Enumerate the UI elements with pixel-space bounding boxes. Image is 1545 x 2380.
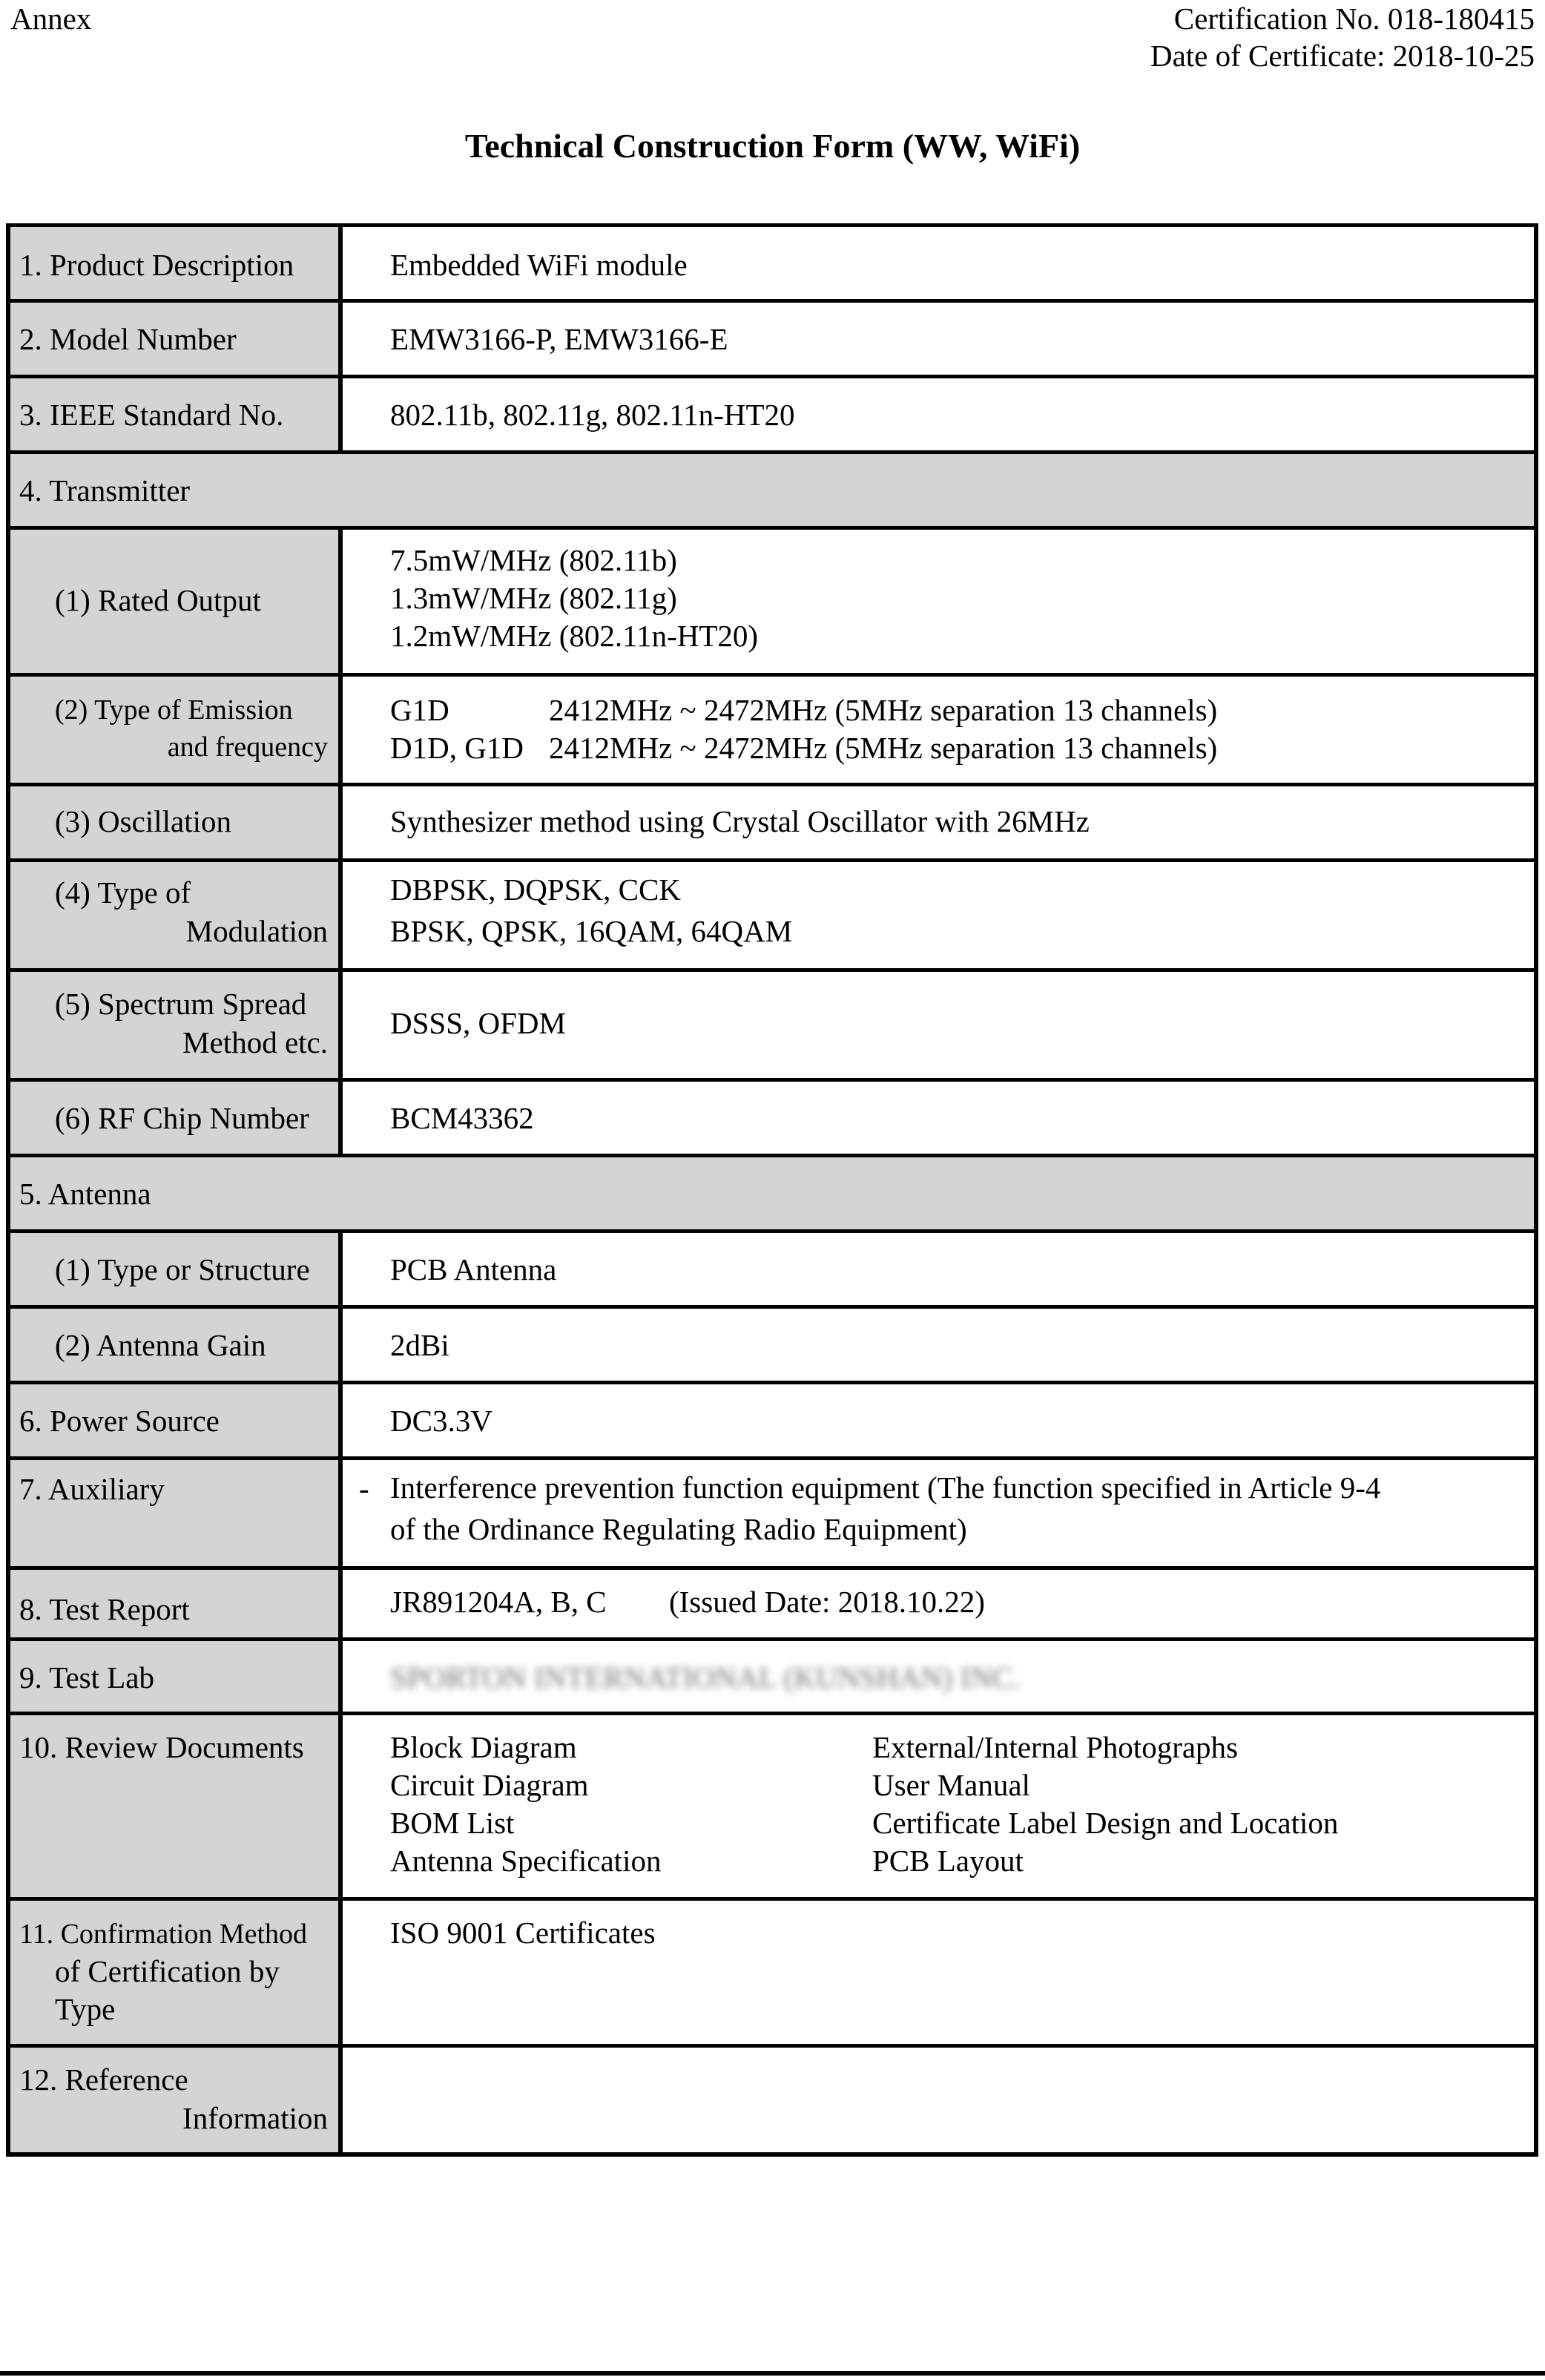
certificate-date: Date of Certificate: 2018-10-25 xyxy=(1150,39,1535,73)
label-model-number: 2. Model Number xyxy=(19,322,237,356)
review-doc-item: Antenna Specification xyxy=(390,1844,662,1878)
label-antenna-type: (1) Type or Structure xyxy=(55,1252,310,1286)
row-oscillation xyxy=(10,783,1534,858)
label-confirmation-3: Type xyxy=(55,1992,116,2026)
bottom-rule xyxy=(0,2371,1545,2376)
value-oscillation: Synthesizer method using Crystal Oscillator with 26MHz xyxy=(390,804,1090,838)
value-rated-output-3: 1.2mW/MHz (802.11n-HT20) xyxy=(390,619,759,653)
review-doc-item: PCB Layout xyxy=(872,1844,1024,1878)
row-antenna-heading xyxy=(10,1154,1534,1229)
row-spectrum-spread xyxy=(10,968,1534,1078)
value-spread: DSSS, OFDM xyxy=(390,1006,566,1040)
row-transmitter-heading xyxy=(10,450,1534,526)
row-rated-output xyxy=(10,526,1534,673)
value-model-number: EMW3166-P, EMW3166-E xyxy=(390,322,728,356)
label-antenna-gain: (2) Antenna Gain xyxy=(55,1328,266,1362)
value-ieee-standard: 802.11b, 802.11g, 802.11n-HT20 xyxy=(390,398,795,432)
row-confirmation-method xyxy=(10,1897,1534,2044)
row-emission xyxy=(10,673,1534,783)
value-confirmation: ISO 9001 Certificates xyxy=(390,1916,656,1950)
row-rf-chip xyxy=(10,1078,1534,1154)
label-spread-2: Method etc. xyxy=(182,1025,328,1059)
emission-frequency-2: 2412MHz ~ 2472MHz (5MHz separation 13 channels) xyxy=(549,731,1218,765)
certificate-info xyxy=(1150,0,1535,74)
certification-number: Certification No. 018-180415 xyxy=(1173,1,1535,36)
label-product-description: 1. Product Description xyxy=(19,248,294,282)
label-auxiliary: 7. Auxiliary xyxy=(19,1472,165,1506)
review-doc-item: External/Internal Photographs xyxy=(872,1730,1239,1764)
row-review-documents xyxy=(10,1712,1534,1897)
annex-label: Annex xyxy=(10,1,92,36)
label-ieee-standard: 3. IEEE Standard No. xyxy=(19,398,284,432)
review-doc-item: User Manual xyxy=(872,1768,1030,1802)
label-emission-1: (2) Type of Emission xyxy=(55,694,293,726)
row-reference-information xyxy=(10,2044,1534,2152)
label-modulation-2: Modulation xyxy=(185,914,328,948)
label-reference-1: 12. Reference xyxy=(19,2062,188,2097)
section-heading-bg xyxy=(10,454,1534,526)
label-antenna: 5. Antenna xyxy=(19,1177,151,1211)
label-transmitter: 4. Transmitter xyxy=(19,473,191,507)
review-doc-item: Circuit Diagram xyxy=(390,1768,589,1802)
label-confirmation-1: 11. Confirmation Method xyxy=(19,1919,308,1950)
emission-type-2: D1D, G1D xyxy=(390,731,524,765)
row-power-source xyxy=(10,1381,1534,1456)
row-auxiliary xyxy=(10,1456,1534,1566)
value-modulation-1: DBPSK, DQPSK, CCK xyxy=(390,872,681,907)
section-heading-bg xyxy=(10,1157,1534,1229)
label-confirmation-2: of Certification by xyxy=(55,1954,280,1988)
value-modulation-2: BPSK, QPSK, 16QAM, 64QAM xyxy=(390,914,793,948)
form-title: Technical Construction Form (WW, WiFi) xyxy=(464,127,1081,165)
row-test-lab xyxy=(10,1637,1534,1712)
row-test-report xyxy=(10,1566,1534,1637)
label-test-lab: 9. Test Lab xyxy=(19,1660,154,1694)
review-doc-item: Block Diagram xyxy=(390,1730,577,1764)
value-rated-output-2: 1.3mW/MHz (802.11g) xyxy=(390,581,677,615)
label-power-source: 6. Power Source xyxy=(19,1404,220,1438)
row-model-number xyxy=(10,299,1534,375)
row-ieee-standard xyxy=(10,375,1534,450)
emission-type-1: G1D xyxy=(390,693,449,727)
label-reference-2: Information xyxy=(182,2101,328,2135)
label-modulation-1: (4) Type of xyxy=(55,875,191,910)
row-modulation xyxy=(10,858,1534,968)
value-antenna-gain: 2dBi xyxy=(390,1328,449,1362)
value-rf-chip: BCM43362 xyxy=(390,1101,534,1135)
test-report-issued-date: (Issued Date: 2018.10.22) xyxy=(669,1585,985,1619)
construction-form-table xyxy=(6,223,1538,2157)
label-rated-output: (1) Rated Output xyxy=(55,583,261,617)
review-doc-item: Certificate Label Design and Location xyxy=(872,1806,1339,1840)
value-auxiliary-2: of the Ordinance Regulating Radio Equipment) xyxy=(390,1512,967,1546)
review-doc-item: BOM List xyxy=(390,1806,515,1840)
value-test-report: JR891204A, B, C xyxy=(390,1585,607,1619)
label-oscillation: (3) Oscillation xyxy=(55,804,231,838)
emission-frequency-1: 2412MHz ~ 2472MHz (5MHz separation 13 channels) xyxy=(549,693,1218,727)
label-rf-chip: (6) RF Chip Number xyxy=(55,1101,309,1135)
value-rated-output-1: 7.5mW/MHz (802.11b) xyxy=(390,543,677,577)
value-test-lab-redacted: SPORTON INTERNATIONAL (KUNSHAN) INC. xyxy=(390,1660,1021,1694)
value-power-source: DC3.3V xyxy=(390,1404,493,1438)
row-antenna-gain xyxy=(10,1305,1534,1381)
label-test-report: 8. Test Report xyxy=(19,1592,190,1626)
label-review-documents: 10. Review Documents xyxy=(19,1730,304,1764)
label-emission-2: and frequency xyxy=(167,732,328,763)
row-product-description xyxy=(10,223,1534,299)
auxiliary-dash: - xyxy=(359,1471,369,1505)
row-antenna-type xyxy=(10,1229,1534,1305)
value-product-description: Embedded WiFi module xyxy=(390,248,688,282)
value-auxiliary-1: Interference prevention function equipment (The function specified in Article 9-4 xyxy=(390,1470,1381,1505)
label-spread-1: (5) Spectrum Spread xyxy=(55,987,307,1021)
value-antenna-type: PCB Antenna xyxy=(390,1252,557,1286)
